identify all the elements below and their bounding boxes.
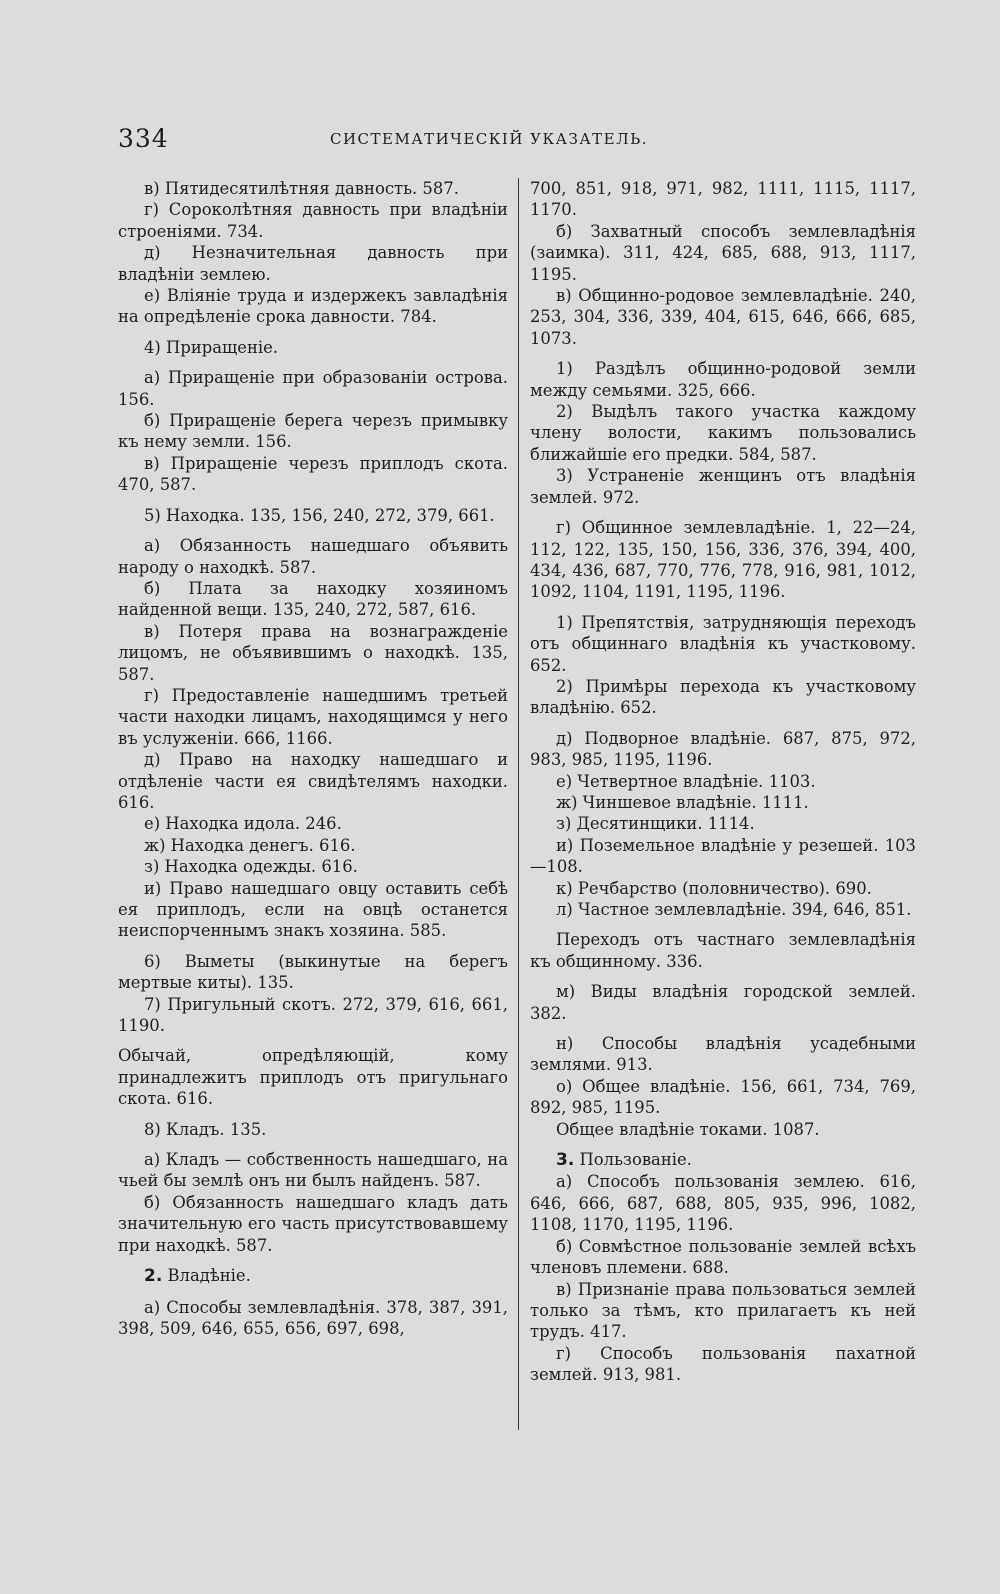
entry-text: в) Признаніе права пользоваться землей только за тѣмъ, кто прилагаетъ къ ней трудъ. 417.	[530, 1279, 916, 1342]
index-entry	[530, 792, 916, 813]
index-entry	[530, 1171, 916, 1235]
entry-text: а) Способы землевладѣнія. 378, 387, 391, 398, 509, 646, 655, 656, 697, 698,	[118, 1297, 508, 1338]
entry-text: и) Право нашедшаго овцу оставить себѣ ея приплодъ, если на овцѣ останется неиспорченнымъ знакъ хозяина. 585.	[118, 878, 508, 941]
index-entry	[530, 899, 916, 920]
index-entry	[118, 951, 508, 994]
entry-text: м) Виды владѣнія городской землей. 382.	[530, 982, 916, 1023]
right-column	[530, 178, 916, 1386]
section-number: 2.	[144, 1266, 163, 1287]
entry-text: ж) Чиншевое владѣніе. 1111.	[556, 792, 809, 812]
index-entry	[530, 221, 916, 285]
entry-text: б) Приращеніе берега черезъ примывку къ нему земли. 156.	[118, 411, 508, 452]
left-column	[118, 178, 508, 1339]
entry-text: н) Способы владѣнія усадебными землями. 913.	[530, 1034, 916, 1075]
index-entry	[530, 517, 916, 603]
entry-text: з) Десятинщики. 1114.	[556, 814, 755, 834]
entry-text: 2) Выдѣлъ такого участка каждому члену волости, какимъ пользовались ближайшіе его предки. 584, 587.	[530, 402, 916, 464]
index-entry	[118, 835, 508, 856]
index-entry	[530, 981, 916, 1024]
index-entry	[118, 578, 508, 621]
section-number: 3.	[556, 1150, 575, 1171]
entry-text: б) Совмѣстное пользованіе землей всѣхъ членовъ племени. 688.	[530, 1236, 916, 1278]
index-entry	[530, 178, 916, 221]
index-entry	[118, 621, 508, 685]
entry-text: 6) Выметы (выкинутые на берегъ мертвые киты). 135.	[118, 951, 508, 993]
entry-text: Общее владѣніе токами. 1087.	[556, 1119, 820, 1139]
index-entry	[118, 1149, 508, 1192]
index-entry	[118, 337, 508, 358]
entry-text: 1) Препятствія, затрудняющія переходъ отъ общиннаго владѣнія къ участковому. 652.	[530, 612, 916, 675]
index-entry	[118, 242, 508, 285]
index-entry	[118, 1297, 508, 1340]
entry-text: в) Пятидесятилѣтняя давность. 587.	[144, 179, 459, 198]
entry-text: б) Плата за находку хозяиномъ найденной вещи. 135, 240, 272, 587, 616.	[118, 578, 508, 620]
index-entry	[118, 749, 508, 813]
entry-text: д) Подворное владѣніе. 687, 875, 972, 983, 985, 1195, 1196.	[530, 728, 916, 770]
entry-text: Владѣніе.	[167, 1266, 251, 1286]
entry-text: е) Четвертное владѣніе. 1103.	[556, 771, 816, 791]
index-entry	[530, 813, 916, 834]
entry-text: 3) Устраненіе женщинъ отъ владѣнія землей. 972.	[530, 466, 916, 507]
entry-text: Переходъ отъ частнаго землевладѣнія къ общинному. 336.	[530, 930, 916, 971]
index-entry	[530, 728, 916, 771]
entry-text: б) Обязанность нашедшаго кладъ дать значительную его часть присутствовавшему при находкѣ. 587.	[118, 1192, 508, 1255]
entry-text: 7) Пригульный скотъ. 272, 379, 616, 661, 1190.	[118, 994, 508, 1036]
index-entry	[118, 878, 508, 942]
entry-text: г) Сороколѣтняя давность при владѣніи строеніями. 734.	[118, 200, 508, 241]
entry-text: в) Общинно-родовое землевладѣніе. 240, 253, 304, 336, 339, 404, 615, 646, 666, 685, 1073.	[530, 286, 916, 348]
entry-text: б) Захватный способъ землевладѣнія (заимка). 311, 424, 685, 688, 913, 1117, 1195.	[530, 221, 916, 284]
entry-text: г) Общинное землевладѣніе. 1, 22—24, 112, 122, 135, 150, 156, 336, 376, 394, 400, 434, 436, 687, 770, 776, 778, 916, 981, 1012, 1092, 1104, 1191, 1195, 1196.	[530, 518, 916, 602]
index-entry	[530, 1279, 916, 1343]
entry-text: 2) Примѣры перехода къ участковому владѣнію. 652.	[530, 676, 916, 718]
entry-text: 1) Раздѣлъ общинно-родовой земли между семьями. 325, 666.	[530, 359, 916, 400]
entry-text: а) Способъ пользованія землею. 616, 646, 666, 687, 688, 805, 935, 996, 1082, 1108, 1170, 1195, 1196.	[530, 1172, 916, 1235]
index-entry	[118, 813, 508, 834]
index-entry	[118, 856, 508, 877]
entry-text: а) Кладъ — собственность нашедшаго, на чьей бы землѣ онъ ни былъ найденъ. 587.	[118, 1150, 508, 1191]
index-entry	[530, 285, 916, 349]
page-number: 334	[118, 124, 169, 153]
index-entry	[118, 994, 508, 1037]
index-entry	[530, 835, 916, 878]
entry-text: д) Незначительная давность при владѣніи землею.	[118, 243, 508, 284]
index-entry	[530, 1343, 916, 1386]
entry-text: а) Обязанность нашедшаго объявить народу о находкѣ. 587.	[118, 536, 508, 577]
entry-text: а) Приращеніе при образованіи острова. 156.	[118, 368, 508, 409]
index-entry	[530, 1236, 916, 1279]
index-entry	[118, 199, 508, 242]
index-entry	[530, 358, 916, 401]
index-entry	[118, 367, 508, 410]
index-entry	[118, 535, 508, 578]
entry-text: и) Поземельное владѣніе у резешей. 103—108.	[530, 835, 916, 877]
index-entry	[530, 612, 916, 676]
index-entry	[530, 771, 916, 792]
index-entry	[118, 453, 508, 496]
index-entry	[118, 285, 508, 328]
index-entry	[118, 1119, 508, 1140]
index-entry	[530, 465, 916, 508]
index-entry	[118, 178, 508, 199]
index-entry	[118, 1045, 508, 1109]
index-entry	[530, 929, 916, 972]
index-entry	[530, 1033, 916, 1076]
index-entry	[530, 878, 916, 899]
section-heading	[118, 1265, 508, 1287]
entry-text: г) Предоставленіе нашедшимъ третьей части находки лицамъ, находящимся у него въ услуженіи. 666, 1166.	[118, 685, 508, 748]
entry-text: г) Способъ пользованія пахатной землей. 913, 981.	[530, 1343, 916, 1385]
entry-text: 5) Находка. 135, 156, 240, 272, 379, 661.	[144, 505, 495, 525]
entry-text: Пользованіе.	[579, 1150, 692, 1170]
entry-text: л) Частное землевладѣніе. 394, 646, 851.	[556, 900, 912, 919]
entry-text: е) Вліяніе труда и издержекъ завладѣнія на опредѣленіе срока давности. 784.	[118, 286, 508, 327]
index-entry	[118, 410, 508, 453]
index-entry	[530, 676, 916, 719]
index-entry	[118, 505, 508, 526]
index-entry	[530, 401, 916, 465]
entry-text: 4) Приращеніе.	[144, 337, 279, 357]
index-entry	[530, 1119, 916, 1140]
entry-text: 8) Кладъ. 135.	[144, 1119, 267, 1139]
column-divider	[518, 178, 519, 1430]
page-header	[118, 124, 900, 158]
index-entry	[118, 1192, 508, 1256]
entry-text: ж) Находка денегъ. 616.	[144, 835, 356, 855]
entry-text: о) Общее владѣніе. 156, 661, 734, 769, 892, 985, 1195.	[530, 1076, 916, 1118]
entry-text: в) Приращеніе черезъ приплодъ скота. 470, 587.	[118, 453, 508, 495]
section-heading	[530, 1149, 916, 1171]
entry-text: е) Находка идола. 246.	[144, 814, 342, 834]
entry-text: з) Находка одежды. 616.	[144, 857, 358, 877]
entry-text: в) Потеря права на вознагражденіе лицомъ, не объявившимъ о находкѣ. 135, 587.	[118, 621, 508, 684]
index-entry	[118, 685, 508, 749]
index-entry	[530, 1076, 916, 1119]
entry-text: д) Право на находку нашедшаго и отдѣленіе части ея свидѣтелямъ находки. 616.	[118, 750, 508, 812]
entry-text: Обычай, опредѣляющій, кому принадлежитъ приплодъ отъ пригульнаго скота. 616.	[118, 1046, 508, 1109]
running-title: СИСТЕМАТИЧЕСКІЙ УКАЗАТЕЛЬ.	[329, 130, 649, 148]
entry-text: к) Речбарство (половничество). 690.	[556, 878, 872, 898]
entry-text: 700, 851, 918, 971, 982, 1111, 1115, 1117, 1170.	[530, 179, 916, 220]
